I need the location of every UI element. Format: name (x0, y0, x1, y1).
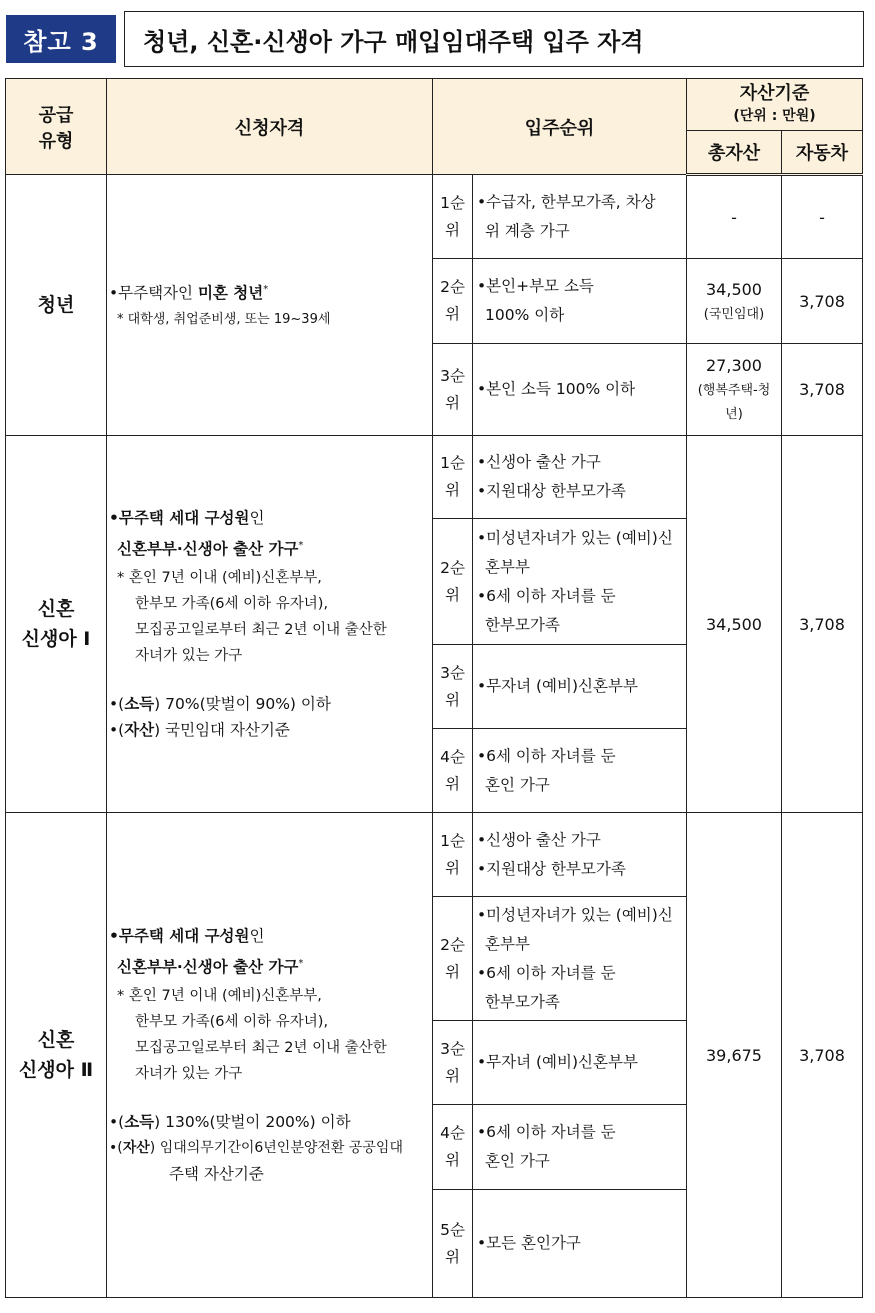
priority-desc: •신생아 출산 가구 •지원대상 한부모가족 (473, 813, 687, 897)
qualification-newlywed-1: •무주택 세대 구성원인 신혼부부·신생아 출산 가구* * 혼인 7년 이내 (예비)신혼부부, 한부모 가족(6세 이하 유자녀), 모집공고일로부터 최근 2년 이내 출산한 자녀가 있는 가구 •(소득) 70%(맞벌이 90%) 이하 •(자산) 국민임대 자산기준 (107, 436, 433, 813)
priority-desc: •모든 혼인가구 (473, 1190, 687, 1298)
rank-label: 3순 위 (433, 1021, 473, 1105)
header-asset-criteria: 자산기준 (단위 : 만원) (687, 79, 863, 131)
rank-label: 4순 위 (433, 1105, 473, 1190)
header-total-asset: 총자산 (687, 131, 782, 175)
total-asset-value: 27,300 (행복주택-청 년) (687, 344, 782, 436)
rank-label: 3순 위 (433, 645, 473, 729)
type-newlywed-2: 신혼 신생아 Ⅱ (6, 813, 107, 1298)
priority-desc: •미성년자녀가 있는 (예비)신 혼부부 •6세 이하 자녀를 둔 한부모가족 (473, 519, 687, 645)
qualification-youth: •무주택자인 미혼 청년* * 대학생, 취업준비생, 또는 19~39세 (107, 175, 433, 436)
car-value: 3,708 (782, 259, 863, 344)
total-asset-value: 34,500 (687, 436, 782, 813)
total-asset-value: 39,675 (687, 813, 782, 1298)
rank-label: 1순 위 (433, 436, 473, 519)
eligibility-table (5, 78, 863, 1298)
priority-desc: •본인 소득 100% 이하 (473, 344, 687, 436)
page-header (6, 9, 866, 67)
type-newlywed-1: 신혼 신생아 Ⅰ (6, 436, 107, 813)
rank-label: 1순 위 (433, 813, 473, 897)
car-value: - (782, 175, 863, 259)
priority-desc: •6세 이하 자녀를 둔 혼인 가구 (473, 1105, 687, 1190)
priority-desc: •미성년자녀가 있는 (예비)신 혼부부 •6세 이하 자녀를 둔 한부모가족 (473, 897, 687, 1021)
table-row (6, 813, 863, 897)
total-asset-value: - (687, 175, 782, 259)
total-asset-value: 34,500 (국민임대) (687, 259, 782, 344)
table-row (6, 436, 863, 519)
page-title: 청년, 신혼·신생아 가구 매입임대주택 입주 자격 (124, 11, 864, 67)
priority-desc: •무자녀 (예비)신혼부부 (473, 1021, 687, 1105)
rank-label: 2순 위 (433, 897, 473, 1021)
reference-badge: 참고 3 (6, 15, 116, 63)
priority-desc: •수급자, 한부모가족, 차상 위 계층 가구 (473, 175, 687, 259)
type-youth: 청년 (6, 175, 107, 436)
qualification-newlywed-2: •무주택 세대 구성원인 신혼부부·신생아 출산 가구* * 혼인 7년 이내 (예비)신혼부부, 한부모 가족(6세 이하 유자녀), 모집공고일로부터 최근 2년 이내 출산한 자녀가 있는 가구 •(소득) 130%(맞벌이 200%) 이하 •(자산) 임대의무기간이6년인분양전환 공공임대 주택 자산기준 (107, 813, 433, 1298)
priority-desc: •신생아 출산 가구 •지원대상 한부모가족 (473, 436, 687, 519)
rank-label: 4순 위 (433, 729, 473, 813)
rank-label: 1순 위 (433, 175, 473, 259)
header-car: 자동차 (782, 131, 863, 175)
rank-label: 3순 위 (433, 344, 473, 436)
priority-desc: •본인+부모 소득 100% 이하 (473, 259, 687, 344)
rank-label: 2순 위 (433, 259, 473, 344)
priority-desc: •무자녀 (예비)신혼부부 (473, 645, 687, 729)
rank-label: 2순 위 (433, 519, 473, 645)
header-supply-type: 공급 유형 (6, 79, 107, 175)
car-value: 3,708 (782, 813, 863, 1298)
header-qualification: 신청자격 (107, 79, 433, 175)
table-row (6, 175, 863, 259)
car-value: 3,708 (782, 436, 863, 813)
header-priority: 입주순위 (433, 79, 687, 175)
rank-label: 5순 위 (433, 1190, 473, 1298)
car-value: 3,708 (782, 344, 863, 436)
priority-desc: •6세 이하 자녀를 둔 혼인 가구 (473, 729, 687, 813)
